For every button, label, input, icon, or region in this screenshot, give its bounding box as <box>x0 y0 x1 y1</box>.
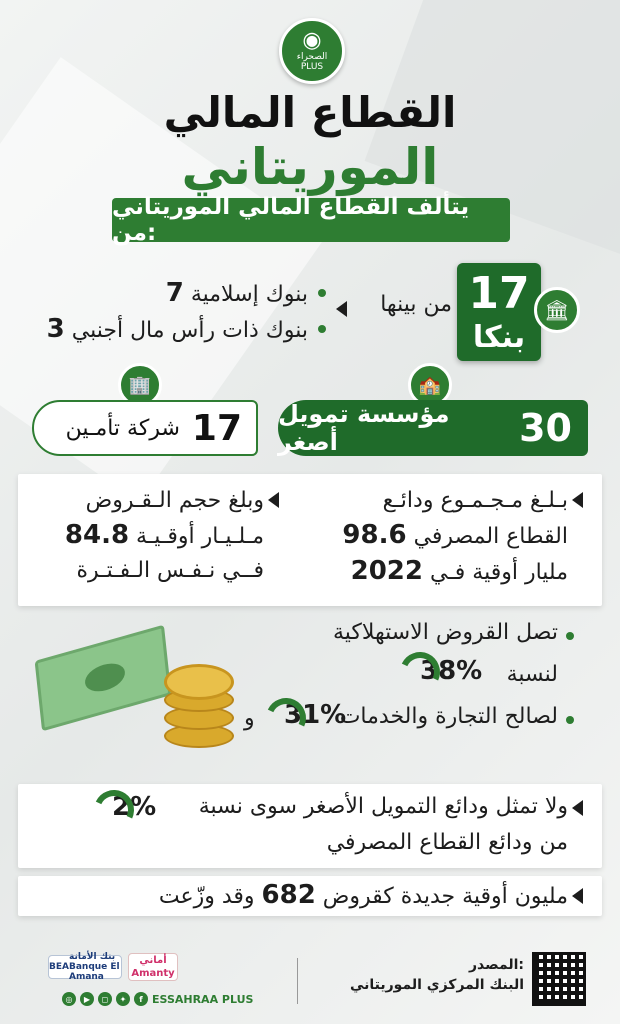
and-label: و <box>244 706 255 731</box>
foreign-banks <box>47 314 308 344</box>
deposits-line1: بـلـغ مـجـمـوع ودائـع <box>382 488 568 513</box>
islamic-banks <box>166 278 308 308</box>
among-label: من بينها <box>380 292 452 317</box>
deposits-line3 <box>342 554 568 590</box>
deposits-line3-text: مليار أوقية فـي <box>429 560 568 585</box>
cash-icon <box>35 625 172 732</box>
bea-name-en: Banque El Amana <box>68 962 120 982</box>
arrow-left-icon <box>572 800 583 816</box>
globe-icon[interactable]: ◎ <box>62 992 76 1006</box>
islamic-banks-num: 7 <box>165 278 184 308</box>
intro-banner: يتألف القطاع المالي الموريتاني من: <box>112 198 510 242</box>
microfinance-label: مؤسسة تمويل أصغر <box>278 400 450 456</box>
loans-amount: 84.8 <box>64 520 130 550</box>
deposits-amount: 98.6 <box>342 520 407 550</box>
loans-line2 <box>65 518 264 554</box>
arrow-left-icon <box>572 888 583 904</box>
amanty-en: Amanty <box>131 968 175 979</box>
distributed-before: وقد وزّعت <box>158 884 255 909</box>
title-line2: الموريتاني <box>181 138 439 196</box>
consumer-line1: تصل القروض الاستهلاكية <box>332 620 558 645</box>
twitter-icon[interactable]: ✦ <box>116 992 130 1006</box>
consumer-pct: 38% <box>420 656 483 686</box>
microdeposits-pct: 2% <box>112 792 157 822</box>
deposits-year: 2022 <box>350 556 423 586</box>
islamic-banks-text: بنوك إسلامية <box>190 282 308 307</box>
logo-sub: PLUS <box>300 62 324 72</box>
trade-pct: 31% <box>284 700 347 730</box>
youtube-icon[interactable]: ▶ <box>80 992 94 1006</box>
banks-count-box <box>457 263 541 361</box>
footer-divider <box>297 958 298 1004</box>
consumer-line2: لنسبة <box>506 662 558 687</box>
insurance-box <box>32 400 258 456</box>
social-links <box>62 990 262 1008</box>
bank-icon: 🏛 <box>534 287 580 333</box>
distributed-amount: 682 <box>261 880 316 910</box>
source-label: المصدر: <box>469 957 524 973</box>
instagram-icon[interactable]: ◻ <box>98 992 112 1006</box>
deposits-line2 <box>342 518 568 554</box>
loans-line3: فــي نـفـس الـفـتـرة <box>76 558 264 583</box>
bullet-icon <box>318 325 326 333</box>
loans-line2-text: مـلـيـار أوقـيـة <box>136 524 264 549</box>
bea-name-ar: بنك الأمانة <box>68 952 116 962</box>
microdeposits-line1: ولا تمثل ودائع التمويل الأصغر سوى نسبة <box>198 794 568 819</box>
amanty-logo <box>128 953 178 981</box>
logo-name: الصحراء <box>296 52 328 62</box>
foreign-banks-num: 3 <box>46 314 65 344</box>
foreign-banks-text: بنوك ذات رأس مال أجنبي <box>71 318 308 343</box>
microfinance-count: 30 <box>519 406 572 450</box>
logo-mark: ◉ <box>302 28 322 53</box>
arrow-left-icon <box>572 492 583 508</box>
loans-text <box>65 484 264 588</box>
insurance-label: شركة تأمـين <box>65 415 180 441</box>
arrow-left-icon <box>268 492 279 508</box>
progress-arc-icon <box>394 646 445 697</box>
banks-count: 17 <box>468 268 530 319</box>
bea-abbr: BEA <box>49 962 69 972</box>
arrow-left-icon <box>336 301 347 317</box>
source-value: البنك المركزي الموريتاني <box>349 977 524 993</box>
bea-logo <box>48 952 122 982</box>
microfinance-box <box>278 400 588 456</box>
deposits-line2-text: القطاع المصرفي <box>413 524 568 549</box>
bea-name <box>69 952 121 982</box>
essahraa-logo <box>279 18 345 84</box>
amanty-ar: أماني <box>139 955 167 966</box>
loans-line1: وبلغ حجم الـقـروض <box>85 488 264 513</box>
insurance-count: 17 <box>191 407 242 449</box>
distributed-after: مليون أوقية جديدة كقروض <box>322 884 568 909</box>
distributed-text <box>159 880 568 910</box>
title-line1: القطاع المالي <box>163 88 457 137</box>
building-icon: 🏢 <box>118 363 162 407</box>
bullet-icon <box>318 289 326 297</box>
institution-icon: 🏫 <box>408 363 452 407</box>
bullet-icon <box>566 632 574 640</box>
trade-services: لصالح التجارة والخدمات <box>339 704 558 729</box>
deposits-text <box>342 484 568 590</box>
bullet-icon <box>566 716 574 724</box>
qr-code[interactable] <box>532 952 586 1006</box>
facebook-icon[interactable]: f <box>134 992 148 1006</box>
banks-label: بنكا <box>472 320 526 355</box>
brand-name: ESSAHRAA PLUS <box>152 992 254 1006</box>
coin-icon <box>164 664 234 700</box>
microdeposits-line2: من ودائع القطاع المصرفي <box>326 830 568 855</box>
